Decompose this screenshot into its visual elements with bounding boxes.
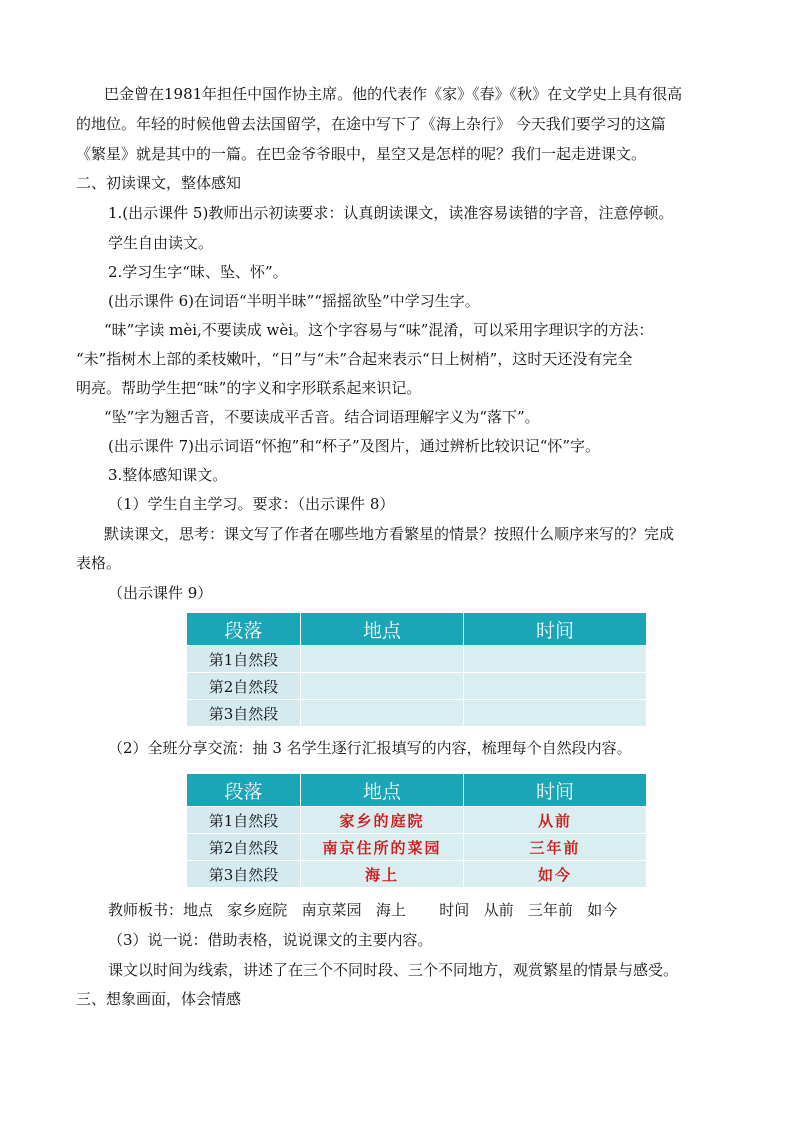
paragraph-line: “昧”字读 mèi,不要读成 wèi。这个字容易与“味”混淆，可以采用字理识字的方法：	[104, 321, 654, 339]
section-heading: 三、想象画面，体会情感	[76, 990, 242, 1008]
table-row	[187, 646, 647, 673]
paragraph-line: 课文以时间为线索，讲述了在三个不同时段、三个不同地方，观赏繁星的情景与感受。	[108, 961, 679, 979]
table-cell: 第2自然段	[187, 673, 301, 700]
table-cell	[301, 646, 464, 673]
table-header: 地点	[301, 774, 464, 807]
table-cell	[464, 646, 647, 673]
board-notes: 教师板书：地点 家乡庭院 南京菜园 海上 时间 从前 三年前 如今	[108, 901, 618, 919]
paragraph-line: （3）说一说：借助表格，说说课文的主要内容。	[108, 931, 433, 949]
table-header-row	[187, 774, 647, 807]
paragraph-line: (出示课件 7)出示词语“怀抱”和“杯子”及图片，通过辨析比较识记“怀”字。	[108, 437, 601, 455]
table-cell: 第3自然段	[187, 861, 301, 888]
table-header-row	[187, 613, 647, 646]
table-cell: 三年前	[464, 834, 647, 861]
paragraph-line: 1.(出示课件 5)教师出示初读要求：认真朗读课文，读准容易读错的字音，注意停顿。	[108, 204, 674, 222]
table-cell: 从前	[464, 807, 647, 834]
table-row	[187, 861, 647, 888]
paragraph-line: 默读课文，思考：课文写了作者在哪些地方看繁星的情景？按照什么顺序来写的？完成	[104, 525, 675, 543]
paragraph-line: 表格。	[76, 554, 122, 572]
table-row	[187, 673, 647, 700]
table-cell: 海上	[301, 861, 464, 888]
table-cell	[301, 700, 464, 727]
section-heading: 二、初读课文，整体感知	[76, 174, 242, 192]
paragraph-line: （1）学生自主学习。要求：（出示课件 8）	[108, 495, 395, 513]
table-header: 段落	[187, 613, 301, 646]
paragraph-line: 学生自由读文。	[108, 234, 214, 252]
paragraph-line: “坠”字为翘舌音，不要读成平舌音。结合词语理解字义为“落下”。	[104, 408, 540, 426]
table-cell: 第1自然段	[187, 646, 301, 673]
table-cell	[464, 700, 647, 727]
table-header: 地点	[301, 613, 464, 646]
paragraph-line: （2）全班分享交流：抽 3 名学生逐行汇报填写的内容，梳理每个自然段内容。	[108, 739, 632, 757]
paragraph-line: (出示课件 6)在词语“半明半昧”“摇摇欲坠”中学习生字。	[108, 292, 480, 310]
table-header: 时间	[464, 613, 647, 646]
blank-table	[186, 612, 647, 727]
table-cell: 南京住所的菜园	[301, 834, 464, 861]
paragraph-line: （出示课件 9）	[108, 584, 213, 602]
paragraph-line: 巴金曾在1981年担任中国作协主席。他的代表作《家》《春》《秋》在文学史上具有很高	[104, 85, 683, 103]
table-cell: 第2自然段	[187, 834, 301, 861]
table-row	[187, 807, 647, 834]
table-cell: 第3自然段	[187, 700, 301, 727]
table-header: 时间	[464, 774, 647, 807]
table-cell	[464, 673, 647, 700]
table-cell: 家乡的庭院	[301, 807, 464, 834]
paragraph-line: 的地位。年轻的时候他曾去法国留学，在途中写下了《海上杂行》 今天我们要学习的这篇	[76, 115, 666, 133]
paragraph-line: 3.整体感知课文。	[108, 466, 228, 484]
paragraph-line: “未”指树木上部的柔枝嫩叶，“日”与“未”合起来表示“日上树梢”，这时天还没有完全	[76, 350, 633, 368]
table-cell	[301, 673, 464, 700]
answer-table	[186, 773, 647, 888]
table-cell: 如今	[464, 861, 647, 888]
paragraph-line: 2.学习生字“昧、坠、怀”。	[108, 263, 288, 281]
table-row	[187, 834, 647, 861]
paragraph-line: 《繁星》就是其中的一篇。在巴金爷爷眼中，星空又是怎样的呢？我们一起走进课文。	[76, 145, 647, 163]
table-row	[187, 700, 647, 727]
paragraph-line: 明亮。帮助学生把“昧”的字义和字形联系起来识记。	[76, 379, 422, 397]
table-cell: 第1自然段	[187, 807, 301, 834]
table-header: 段落	[187, 774, 301, 807]
